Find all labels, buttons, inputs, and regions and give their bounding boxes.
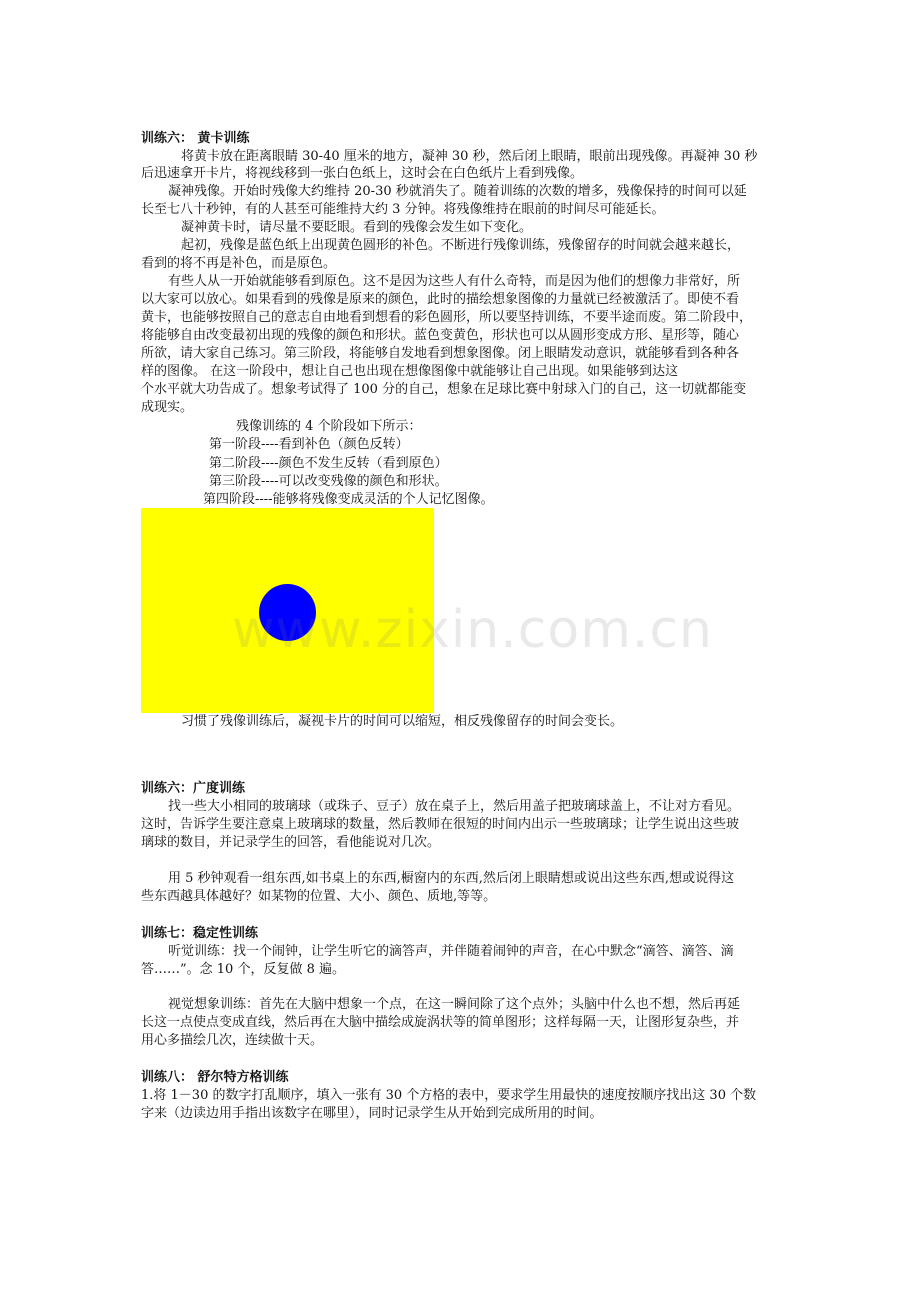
watermark: www.zixin.com.cn xyxy=(232,600,713,660)
paragraph-line: 视觉想象训练：首先在大脑中想象一个点，在这一瞬间除了这个点外；头脑中什么也不想，然后再延 xyxy=(168,997,741,1012)
paragraph-line: 1.将 1－30 的数字打乱顺序，填入一张有 30 个方格的表中，要求学生用最快的速度按顺序找出这 30 个数 xyxy=(141,1088,757,1103)
paragraph-line: 所欲，请大家自己练习。第三阶段，将能够自发地看到想象图像。闭上眼睛发动意识，就能够看到各种各 xyxy=(141,346,740,361)
paragraph-line: 用心多描绘几次，连续做十天。 xyxy=(141,1033,324,1048)
stage-item: 第四阶段----能够将残像变成灵活的个人记忆图像。 xyxy=(203,492,494,507)
paragraph-line: 起初，残像是蓝色纸上出现黄色圆形的补色。不断进行残像训练，残像留存的时间就会越来越长， xyxy=(181,238,741,253)
section-heading-breadth: 训练六：广度训练 xyxy=(141,781,246,796)
paragraph-line: 这时，告诉学生要注意桌上玻璃球的数量，然后教师在很短的时间内出示一些玻璃球；让学生说出这些玻 xyxy=(141,817,740,832)
stages-intro: 残像训练的 4 个阶段如下所示： xyxy=(236,419,422,434)
stage-item: 第一阶段----看到补色（颜色反转） xyxy=(209,437,409,452)
section-heading-stability: 训练七：稳定性训练 xyxy=(141,926,259,941)
section-heading-schulte: 训练八： 舒尔特方格训练 xyxy=(141,1070,289,1085)
paragraph-line: 样的图像。 在这一阶段中，想让自己也出现在想像图像中就能够让自己出现。如果能够到达这 xyxy=(141,364,679,379)
section-heading-yellow-card: 训练六： 黄卡训练 xyxy=(141,131,250,146)
paragraph-line: 凝神黄卡时，请尽量不要眨眼。看到的残像会发生如下变化。 xyxy=(181,220,533,235)
paragraph-line: 凝神残像。开始时残像大约维持 20-30 秒就消失了。随着训练的次数的增多，残像保持的时间可以延 xyxy=(168,184,747,199)
paragraph-line: 个水平就大功告成了。想象考试得了 100 分的自己，想象在足球比赛中射球入门的自己，这一切就都能变 xyxy=(141,382,747,397)
paragraph-line: 将黄卡放在距离眼睛 30-40 厘米的地方，凝神 30 秒，然后闭上眼睛，眼前出现残像。再凝神 30 秒 xyxy=(181,149,758,164)
paragraph-line: 习惯了残像训练后，凝视卡片的时间可以缩短，相反残像留存的时间会变长。 xyxy=(181,714,624,729)
paragraph-line: 长这一点使点变成直线，然后再在大脑中描绘成旋涡状等的简单图形；这样每隔一天，让图形复杂些，并 xyxy=(141,1015,740,1030)
paragraph-line: 以大家可以放心。如果看到的残像是原来的颜色，此时的描绘想象图像的力量就已经被激活了。即使不看 xyxy=(141,292,740,307)
paragraph-line: 答……”。念 10 个，反复做 8 遍。 xyxy=(141,962,345,977)
paragraph-line: 将能够自由改变最初出现的残像的颜色和形状。蓝色变黄色，形状也可以从圆形变成方形、星形等，随心 xyxy=(141,328,740,343)
paragraph-line: 用 5 秒钟观看一组东西,如书桌上的东西,橱窗内的东西,然后闭上眼睛想或说出这些东西,想或说得这 xyxy=(168,871,735,886)
paragraph-line: 找一些大小相同的玻璃球（或珠子、豆子）放在桌子上，然后用盖子把玻璃球盖上，不让对方看见。 xyxy=(168,799,741,814)
stage-item: 第二阶段----颜色不发生反转（看到原色） xyxy=(209,456,448,471)
paragraph-line: 些东西越具体越好？如某物的位置、大小、颜色、质地,等等。 xyxy=(141,889,497,904)
paragraph-line: 有些人从一开始就能够看到原色。这不是因为这些人有什么奇特，而是因为他们的想像力非常好，所 xyxy=(168,274,741,289)
paragraph-line: 看到的将不再是补色，而是原色。 xyxy=(141,256,337,271)
paragraph-line: 后迅速拿开卡片，将视线移到一张白色纸上，这时会在白色纸片上看到残像。 xyxy=(141,166,584,181)
paragraph-line: 长至七八十秒钟，有的人甚至可能维持大约 3 分钟。将残像维持在眼前的时间尽可能延长。 xyxy=(141,202,665,217)
paragraph-line: 成现实。 xyxy=(141,400,194,415)
stage-item: 第三阶段----可以改变残像的颜色和形状。 xyxy=(209,474,448,489)
paragraph-line: 字来（边读边用手指出该数字在哪里），同时记录学生从开始到完成所用的时间。 xyxy=(141,1106,603,1121)
paragraph-line: 璃球的数目，并记录学生的回答，看他能说对几次。 xyxy=(141,835,441,850)
paragraph-line: 黄卡，也能够按照自己的意志自由地看到想看的彩色圆形，所以要坚持训练，不要半途而废。第二阶段中， xyxy=(141,310,753,325)
paragraph-line: 听觉训练：找一个闹钟，让学生听它的滴答声，并伴随着闹钟的声音，在心中默念“滴答、滴答、滴 xyxy=(168,944,734,959)
